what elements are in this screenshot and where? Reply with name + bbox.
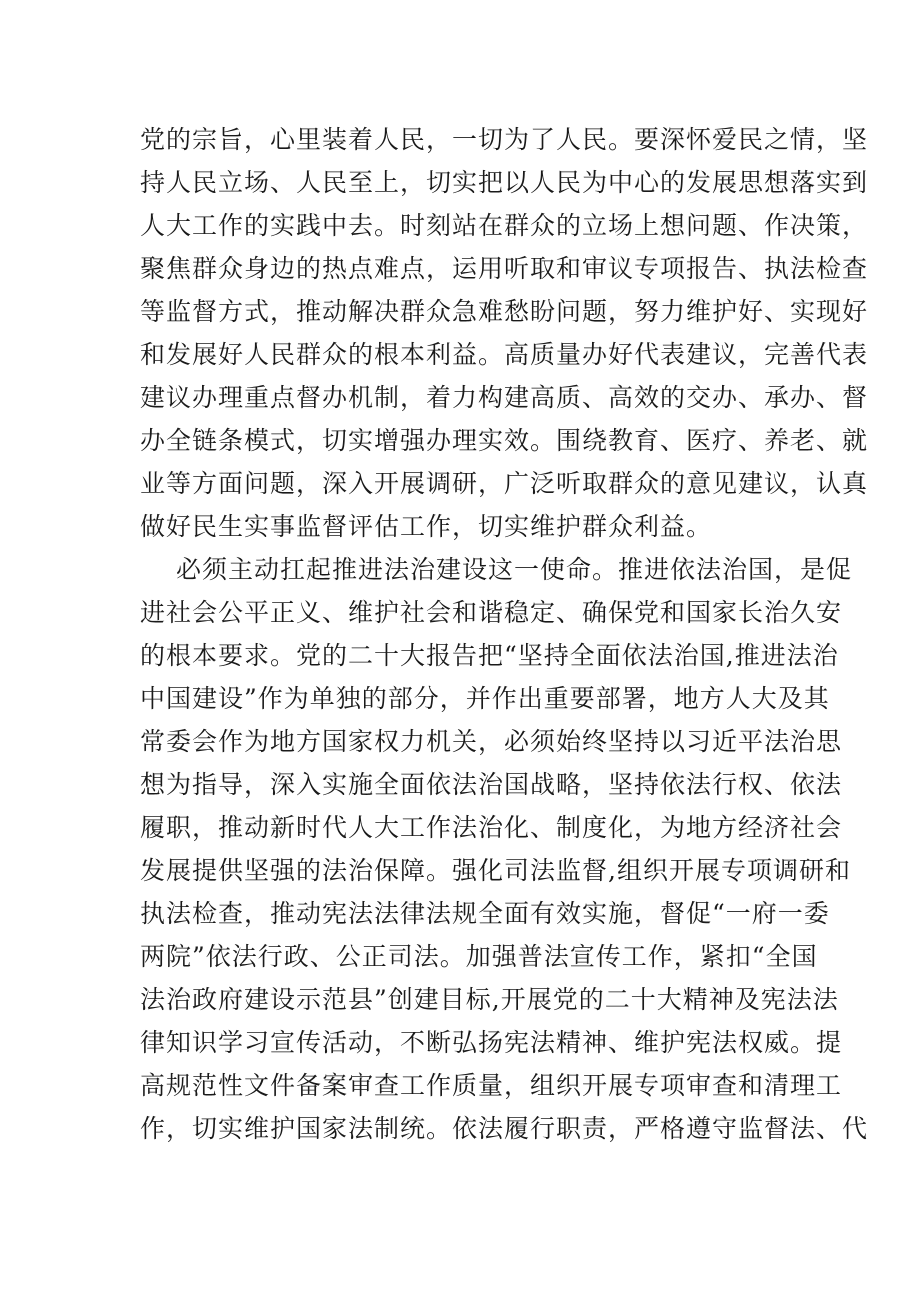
text-line: 的根本要求。党的二十大报告把“坚持全面依法治国,推进法治 bbox=[140, 641, 839, 670]
text-line: 两院”依法行政、公正司法。加强普法宣传工作，紧扣“全国 bbox=[140, 942, 818, 971]
text-line: 发展提供坚强的法治保障。强化司法监督,组织开展专项调研和 bbox=[140, 856, 851, 885]
text-line: 律知识学习宣传活动，不断弘扬宪法精神、维护宪法权威。提 bbox=[140, 1028, 843, 1057]
text-line: 聚焦群众身边的热点难点，运用听取和审议专项报告、执法检查 bbox=[140, 254, 869, 283]
text-line: 和发展好人民群众的根本利益。高质量办好代表建议，完善代表 bbox=[140, 340, 869, 369]
text-line: 履职，推动新时代人大工作法治化、制度化，为地方经济社会 bbox=[140, 813, 843, 842]
body-text bbox=[140, 118, 869, 1150]
text-line: 进社会公平正义、维护社会和谐稳定、确保党和国家长治久安 bbox=[140, 598, 843, 627]
text-line: 法治政府建设示范县”创建目标,开展党的二十大精神及宪法法 bbox=[140, 985, 839, 1014]
text-line: 业等方面问题，深入开展调研，广泛听取群众的意见建议，认真 bbox=[140, 469, 869, 498]
text-line: 建议办理重点督办机制，着力构建高质、高效的交办、承办、督 bbox=[140, 383, 869, 412]
text-line: 持人民立场、人民至上，切实把以人民为中心的发展思想落实到 bbox=[140, 168, 869, 197]
text-line: 执法检查，推动宪法法律法规全面有效实施，督促“一府一委 bbox=[140, 899, 830, 928]
text-line: 高规范性文件备案审查工作质量，组织开展专项审查和清理工 bbox=[140, 1071, 843, 1100]
text-line: 中国建设”作为单独的部分，并作出重要部署，地方人大及其 bbox=[140, 684, 830, 713]
text-line: 党的宗旨，心里装着人民，一切为了人民。要深怀爱民之情，坚 bbox=[140, 125, 869, 154]
paragraph-1 bbox=[140, 118, 869, 548]
text-line: 做好民生实事监督评估工作，切实维护群众利益。 bbox=[140, 512, 713, 541]
text-line: 等监督方式，推动解决群众急难愁盼问题，努力维护好、实现好 bbox=[140, 297, 869, 326]
text-line: 作，切实维护国家法制统。依法履行职责，严格遵守监督法、代 bbox=[140, 1114, 869, 1143]
paragraph-2 bbox=[140, 548, 869, 1150]
text-line: 常委会作为地方国家权力机关，必须始终坚持以习近平法治思 bbox=[140, 727, 843, 756]
text-line: 想为指导，深入实施全面依法治国战略，坚持依法行权、依法 bbox=[140, 770, 843, 799]
text-line: 办全链条模式，切实增强办理实效。围绕教育、医疗、养老、就 bbox=[140, 426, 869, 455]
text-line: 必须主动扛起推进法治建设这一使命。推进依法治国，是促 bbox=[176, 555, 853, 584]
text-line: 人大工作的实践中去。时刻站在群众的立场上想问题、作决策， bbox=[140, 211, 869, 240]
